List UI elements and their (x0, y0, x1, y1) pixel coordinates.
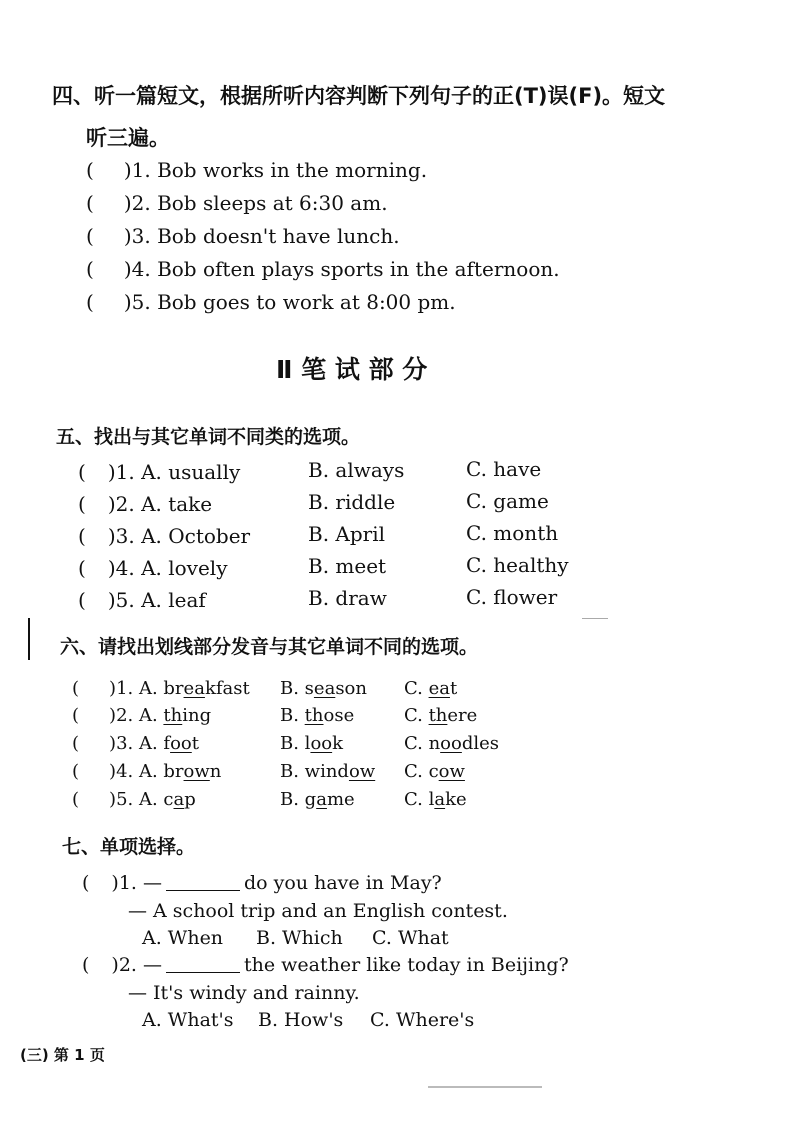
section5-option-b: B. April (308, 522, 386, 546)
section5-option-b: B. draw (308, 586, 387, 610)
section6-item: ( )4. A. brown (72, 761, 222, 782)
section6-option-b: B. look (280, 733, 344, 754)
part2-heading: Ⅱ 笔 试 部 分 (276, 355, 428, 384)
section4-title: 四、听一篇短文，根据所听内容判断下列句子的正(T)误(F)。短文 (52, 84, 666, 108)
answer-blank (166, 872, 240, 891)
section5-item: ( )1. A. usually (78, 460, 241, 484)
section4-item: ( )1. Bob works in the morning. (86, 158, 428, 182)
section6-option-b: B. season (280, 678, 367, 699)
section5-item: ( )3. A. October (78, 524, 251, 548)
section5-item: ( )2. A. take (78, 492, 213, 516)
section6-title: 六、请找出划线部分发音与其它单词不同的选项。 (60, 636, 479, 658)
section4-item: ( )5. Bob goes to work at 8:00 pm. (86, 290, 456, 314)
section5-title: 五、找出与其它单词不同类的选项。 (56, 426, 361, 448)
page-footer: (三) 第 1 页 (20, 1046, 105, 1064)
section5-option-c: C. have (466, 457, 542, 481)
section7-answer: — It's windy and rainny. (128, 982, 360, 1004)
section6-option-b: B. those (280, 705, 355, 726)
section6-item: ( )3. A. foot (72, 733, 199, 754)
answer-blank (166, 954, 240, 973)
section4-title-cont: 听三遍。 (86, 126, 170, 150)
section7-option-b: B. How's (258, 1009, 344, 1031)
section6-option-c: C. lake (404, 789, 467, 810)
scan-mark (428, 1086, 542, 1088)
section6-option-c: C. there (404, 705, 478, 726)
section7-option-b: B. Which (256, 927, 343, 949)
section6-option-c: C. eat (404, 678, 458, 699)
section6-option-b: B. game (280, 789, 355, 810)
section6-option-c: C. cow (404, 761, 465, 782)
section7-option-a: A. What's (142, 1009, 234, 1031)
section5-option-b: B. always (308, 458, 405, 482)
section5-option-c: C. healthy (466, 553, 569, 577)
section7-option-c: C. Where's (370, 1009, 475, 1031)
section5-item: ( )5. A. leaf (78, 588, 206, 612)
section7-option-c: C. What (372, 927, 449, 949)
section5-item: ( )4. A. lovely (78, 556, 228, 580)
section6-option-c: C. noodles (404, 733, 500, 754)
scan-mark (28, 618, 30, 660)
section5-option-c: C. flower (466, 585, 558, 609)
section5-option-c: C. game (466, 489, 549, 513)
section5-option-b: B. riddle (308, 490, 396, 514)
section6-item: ( )5. A. cap (72, 789, 196, 810)
section5-option-b: B. meet (308, 554, 387, 578)
section4-item: ( )3. Bob doesn't have lunch. (86, 224, 400, 248)
section4-item: ( )2. Bob sleeps at 6:30 am. (86, 191, 388, 215)
section5-option-c: C. month (466, 521, 559, 545)
section7-answer: — A school trip and an English contest. (128, 900, 508, 922)
section7-option-a: A. When (142, 927, 224, 949)
section6-option-b: B. window (280, 761, 376, 782)
section7-question: ( )2. — the weather like today in Beijing? (82, 954, 569, 976)
scan-mark (582, 618, 608, 619)
section7-title: 七、单项选择。 (62, 836, 196, 858)
section4-item: ( )4. Bob often plays sports in the afternoon. (86, 257, 560, 281)
section6-item: ( )1. A. breakfast (72, 678, 250, 699)
section7-question: ( )1. — do you have in May? (82, 872, 442, 894)
section6-item: ( )2. A. thing (72, 705, 212, 726)
